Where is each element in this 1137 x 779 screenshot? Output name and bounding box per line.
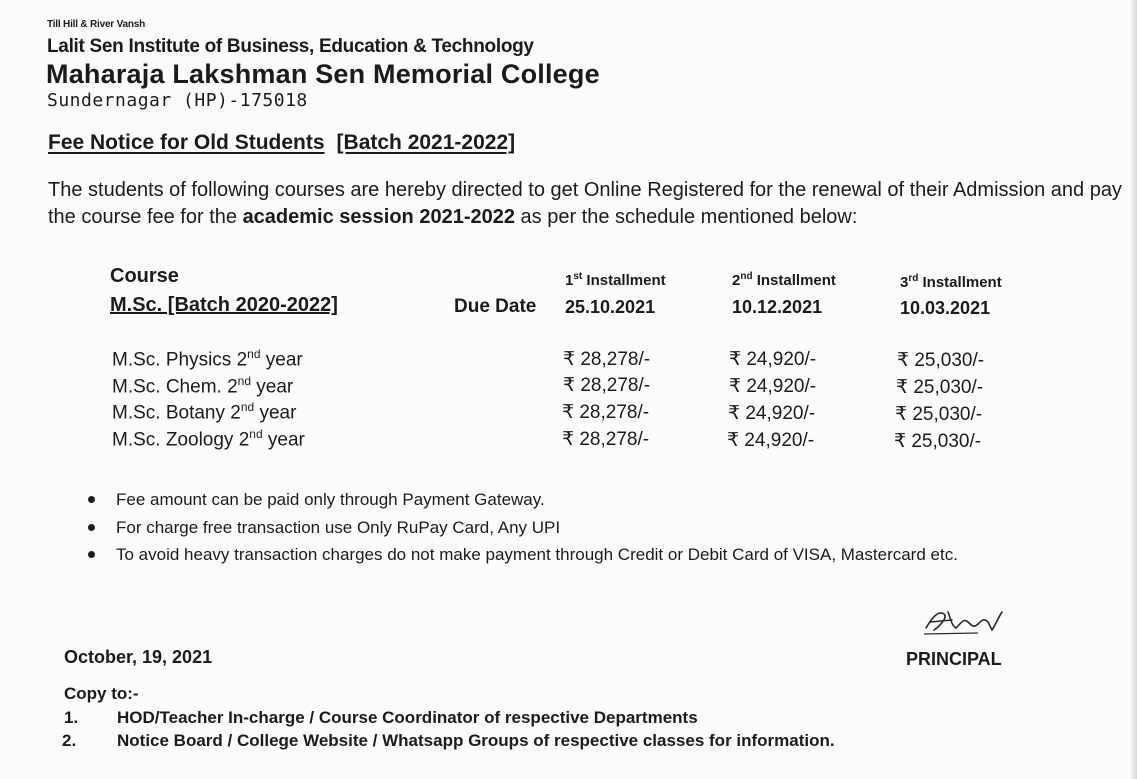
course-label: Course	[110, 265, 179, 287]
bullet-item	[88, 486, 958, 514]
installment-2-label: Installment	[752, 272, 836, 289]
installment-1-num: 1	[565, 272, 574, 289]
installment-2-header	[732, 271, 836, 289]
course-row-chem	[112, 374, 293, 398]
copy-to-text: HOD/Teacher In-charge / Course Coordinator of respective Departments	[117, 708, 698, 727]
copy-to-text: Notice Board / College Website / Whatsapp Groups of respective classes for information.	[117, 731, 835, 750]
copy-to-item-1	[64, 708, 824, 730]
bullet-text: For charge free transaction use Only RuPay Card, Any UPI	[116, 517, 561, 537]
fee-physics-3: ₹ 25,030/-	[897, 350, 985, 371]
installment-2-date: 10.12.2021	[732, 297, 823, 317]
fee-zoology-1: ₹ 28,278/-	[562, 429, 650, 450]
intro-session: academic session 2021-2022	[242, 206, 515, 228]
installment-3-label: Installment	[918, 274, 1002, 291]
due-date-label: Due Date	[454, 296, 537, 317]
intro-text-part1: The students of following courses are hereby directed to get Online Registered for the renewal of their Admission and pay the course fee for the	[48, 179, 1122, 228]
page-edge-shadow	[1131, 0, 1137, 779]
notice-intro	[48, 177, 1137, 231]
payment-instructions	[88, 486, 958, 569]
principal-signature	[918, 600, 1008, 644]
installment-3-num: 3	[900, 274, 909, 291]
course-year-suffix: nd	[247, 347, 261, 361]
course-year: year	[251, 376, 294, 398]
installment-3-header	[900, 273, 1002, 291]
fee-physics-2: ₹ 24,920/-	[729, 349, 817, 370]
installment-1-label: Installment	[582, 272, 666, 289]
bullet-dot	[88, 524, 95, 531]
fee-chem-3: ₹ 25,030/-	[896, 377, 984, 398]
intro-text-part2: as per the schedule mentioned below:	[514, 206, 858, 228]
copy-to-item-2	[62, 731, 835, 753]
principal-label: PRINCIPAL	[906, 649, 1002, 669]
course-year: year	[254, 402, 297, 424]
batch-label: M.Sc. [Batch 2020-2022]	[110, 294, 338, 316]
notice-title-batch: [Batch 2021-2022]	[336, 131, 516, 154]
college-address: Sundernagar (HP)-175018	[47, 90, 308, 111]
notice-title-main: Fee Notice for Old Students	[48, 131, 325, 154]
fee-physics-1: ₹ 28,278/-	[563, 349, 651, 370]
course-row-botany	[112, 400, 296, 424]
installment-1-date: 25.10.2021	[565, 297, 656, 317]
course-row-zoology	[112, 427, 305, 451]
installment-1-header	[565, 271, 666, 289]
course-year-suffix: nd	[240, 400, 255, 414]
course-row-physics	[112, 347, 303, 371]
course-name: M.Sc. Chem. 2	[112, 376, 238, 398]
notice-date: October, 19, 2021	[64, 647, 213, 667]
bullet-item	[88, 541, 958, 569]
installment-2-num: 2	[732, 272, 741, 289]
header-small-line: Till Hill & River Vansh	[47, 19, 146, 30]
institute-name: Lalit Sen Institute of Business, Education & Technology	[47, 36, 534, 57]
fee-chem-1: ₹ 28,278/-	[563, 375, 651, 396]
fee-chem-2: ₹ 24,920/-	[729, 376, 817, 397]
copy-to-num: 1.	[64, 708, 79, 727]
course-year: year	[262, 429, 305, 451]
installment-3-suffix: rd	[908, 273, 919, 284]
course-year: year	[260, 349, 303, 371]
course-name: M.Sc. Botany 2	[112, 402, 241, 424]
installment-1-suffix: st	[573, 271, 583, 282]
college-name: Maharaja Lakshman Sen Memorial College	[46, 59, 600, 89]
fee-zoology-3: ₹ 25,030/-	[894, 431, 982, 452]
bullet-dot	[88, 496, 95, 503]
installment-2-suffix: nd	[740, 271, 753, 282]
fee-botany-3: ₹ 25,030/-	[895, 404, 983, 425]
course-year-suffix: nd	[237, 374, 252, 388]
notice-title	[48, 131, 515, 155]
course-name: M.Sc. Physics 2	[112, 349, 248, 371]
bullet-dot	[88, 551, 95, 558]
course-name: M.Sc. Zoology 2	[112, 429, 250, 451]
bullet-text: Fee amount can be paid only through Payment Gateway.	[116, 490, 545, 509]
fee-zoology-2: ₹ 24,920/-	[727, 430, 815, 451]
copy-to-label: Copy to:-	[64, 684, 139, 703]
bullet-text: To avoid heavy transaction charges do not make payment through Credit or Debit Card of VISA, Mastercard etc.	[116, 545, 958, 564]
bullet-item	[88, 514, 958, 542]
copy-to-num: 2.	[62, 731, 77, 750]
fee-botany-1: ₹ 28,278/-	[562, 402, 650, 423]
installment-3-date: 10.03.2021	[900, 298, 991, 318]
course-year-suffix: nd	[249, 427, 263, 441]
fee-botany-2: ₹ 24,920/-	[728, 403, 816, 424]
